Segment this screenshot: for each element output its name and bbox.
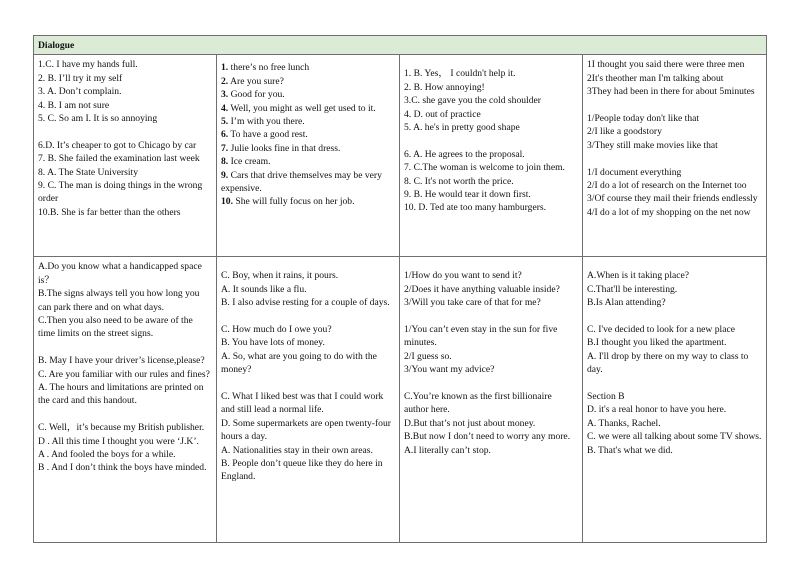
table-title: Dialogue [34, 36, 767, 55]
item-text: She will fully focus on her job. [233, 196, 355, 208]
answer-line: 8. C. It's not worth the price. [404, 175, 514, 187]
answer-line: 2/I do a lot of research on the Internet too [587, 180, 747, 192]
spacer [404, 377, 578, 390]
answer-line [221, 128, 395, 141]
answer-line: 7. B. She failed the examination last week [38, 153, 200, 165]
answer-row-2 [34, 257, 767, 543]
answer-line: B. May I have your driver’s license,please? [38, 355, 205, 367]
item-text: I’m with you there. [228, 116, 305, 128]
item-number: 3. [221, 89, 229, 101]
header-row [34, 36, 767, 55]
answer-line: 3.C. she gave you the cold shoulder [404, 95, 541, 107]
answer-line: B.But now I don’t need to worry any more. [404, 431, 571, 443]
answer-line: B. You have lots of money. [221, 337, 325, 349]
answer-line: A. Thanks, Rachel. [587, 417, 661, 429]
answer-line: 1I thought you said there were three men [587, 59, 745, 71]
answer-line: D. it's a real honor to have you here. [587, 404, 727, 416]
answer-line: D. Some supermarkets are open twenty-four hours a day. [221, 417, 391, 443]
item-number: 7. [221, 142, 229, 154]
answer-line: A. The hours and limitations are printed on the card and this handout. [38, 382, 204, 407]
answer-line: B.I thought you liked the apartment. [587, 337, 727, 349]
spacer [38, 408, 212, 421]
answer-line: 10. D. Ted ate too many hamburgers. [404, 202, 547, 214]
spacer [587, 152, 762, 165]
cell-r1-c3 [400, 55, 583, 257]
answer-line: C. Are you familiar with our rules and fines? [38, 368, 210, 380]
spacer [38, 125, 212, 138]
answer-line: D.But that’s not just about money. [404, 417, 536, 429]
item-text: Ice cream. [228, 156, 271, 168]
answer-line: C. Well，it’s because my British publisher. [38, 422, 205, 434]
spacer [221, 377, 395, 390]
cell-r1-c2 [217, 55, 400, 257]
answer-line: C. I've decided to look for a new place [587, 324, 735, 336]
spacer [38, 341, 212, 354]
answer-line: A.Do you know what a handicapped space is？ [38, 261, 202, 286]
answer-line: A . And fooled the boys for a while. [38, 449, 176, 461]
answer-line: 3/Will you take care of that for me? [404, 297, 541, 309]
answer-line: 3/They still make movies like that [587, 139, 718, 151]
answer-line: A. I'll drop by there on my way to class to day. [587, 350, 749, 376]
answer-line: 1.C. I have my hands full. [38, 59, 138, 71]
spacer [404, 134, 578, 147]
answer-line: 2/I like a goodstory [587, 126, 662, 138]
answer-line: 10.B. She is far better than the others [38, 206, 181, 218]
answer-line: 3They had been in there for about 5minutes [587, 86, 755, 98]
answer-line: 4/I do a lot of my shopping on the net now [587, 206, 751, 218]
answer-line: 1. B. Yes， I couldn't help it. [404, 68, 516, 80]
answer-line [221, 61, 395, 74]
answer-line [221, 195, 395, 208]
answer-line: 7. C.The woman is welcome to join them. [404, 162, 565, 174]
answer-line: D . All this time I thought you were ‘J.K’. [38, 435, 199, 447]
answer-row-1 [34, 55, 767, 257]
answer-line: B.Is Alan attending? [587, 297, 666, 309]
dialogue-table [33, 35, 767, 543]
answer-line: 2. B. I’ll try it my self [38, 72, 123, 84]
answer-line: 3. A. Don’t complain. [38, 86, 122, 98]
answer-line: 2. B. How annoying! [404, 81, 485, 93]
answer-line: 2/I guess so. [404, 350, 452, 362]
answer-line: 5. C. So am I. It is so annoying [38, 113, 158, 125]
answer-line [221, 169, 395, 196]
answer-line: 4. B. I am not sure [38, 99, 110, 111]
answer-line [221, 142, 395, 155]
answer-line: C. How much do I owe you? [221, 324, 332, 336]
answer-line: 4. D. out of practice [404, 108, 481, 120]
answer-line: 3/Of course they mail their friends endlessly [587, 193, 758, 205]
answer-line: Section B [587, 391, 625, 403]
answer-line: B. People don’t queue like they do here in England. [221, 458, 383, 483]
item-number: 10. [221, 196, 233, 208]
spacer [587, 99, 762, 112]
answer-line: B . And I don’t think the boys have minded. [38, 462, 207, 474]
answer-line: A.I literally can’t stop. [404, 444, 491, 456]
answer-line: 1/I document everything [587, 166, 682, 178]
item-text: there’s no free lunch [228, 62, 310, 74]
answer-line: 1/How do you want to send it? [404, 270, 522, 282]
item-number: 5. [221, 116, 229, 128]
answer-line: C. Boy, when it rains, it pours. [221, 270, 339, 282]
answer-line [221, 102, 395, 115]
item-number: 1. [221, 62, 229, 74]
item-text: Well, you might as well get used to it. [228, 102, 376, 114]
answer-line [221, 155, 395, 168]
spacer [404, 310, 578, 323]
item-number: 9. [221, 169, 229, 181]
spacer [587, 377, 762, 390]
answer-line: B. That's what we did. [587, 444, 673, 456]
cell-r1-c1 [34, 55, 217, 257]
answer-line: 9. C. The man is doing things in the wrong order [38, 180, 203, 205]
cell-r2-c3 [400, 257, 583, 543]
answer-line: C.Then you also need to be aware of the time limits on the street signs. [38, 315, 193, 340]
item-number: 2. [221, 75, 229, 87]
item-number: 4. [221, 102, 229, 114]
answer-line: C. What I liked best was that I could work and still lead a normal life. [221, 391, 384, 416]
cell-r2-c1 [34, 257, 217, 543]
item-text: Julie looks fine in that dress. [228, 142, 341, 154]
answer-line: 6. A. He agrees to the proposal. [404, 148, 525, 160]
answer-line: A. It sounds like a flu. [221, 283, 307, 295]
answer-line: 2/Does it have anything valuable inside? [404, 283, 560, 295]
answer-line: A.When is it taking place? [587, 270, 690, 282]
item-number: 8. [221, 156, 229, 168]
answer-line: C.That'll be interesting. [587, 283, 678, 295]
answer-line: A. Nationalities stay in their own areas. [221, 444, 373, 456]
answer-line: 6.D. It’s cheaper to got to Chicago by car [38, 139, 197, 151]
cell-r2-c2 [217, 257, 400, 543]
cell-r2-c4 [583, 257, 767, 543]
answer-line: 8. A. The State University [38, 166, 139, 178]
answer-line [221, 115, 395, 128]
spacer [221, 310, 395, 323]
answer-line [221, 75, 395, 88]
answer-line [221, 88, 395, 101]
answer-line: 1/People today don't like that [587, 113, 700, 125]
answer-line: 3/You want my advice? [404, 364, 495, 376]
answer-line: B. I also advise resting for a couple of days. [221, 297, 390, 309]
answer-line: B.The signs always tell you how long you can park there and on what days. [38, 288, 200, 313]
item-text: Good for you. [228, 89, 285, 101]
answer-line: 5. A. he's in pretty good shape [404, 122, 520, 134]
item-text: Are you sure? [228, 75, 284, 87]
answer-line: C. we were all talking about some TV shows. [587, 431, 762, 443]
item-text: To have a good rest. [228, 129, 308, 141]
item-number: 6. [221, 129, 229, 141]
answer-line: 1/You can’t even stay in the sun for five minutes. [404, 324, 558, 349]
item-text: Cars that drive themselves may be very expensive. [221, 169, 382, 195]
answer-line: 2It's theother man I'm talking about [587, 72, 724, 84]
answer-line: 9. B. He would tear it down first. [404, 189, 531, 201]
answer-line: A. So, what are you going to do with the money? [221, 350, 377, 376]
answer-line: C.You’re known as the first billionaire author here. [404, 391, 552, 416]
cell-r1-c4 [583, 55, 767, 257]
spacer [587, 310, 762, 323]
